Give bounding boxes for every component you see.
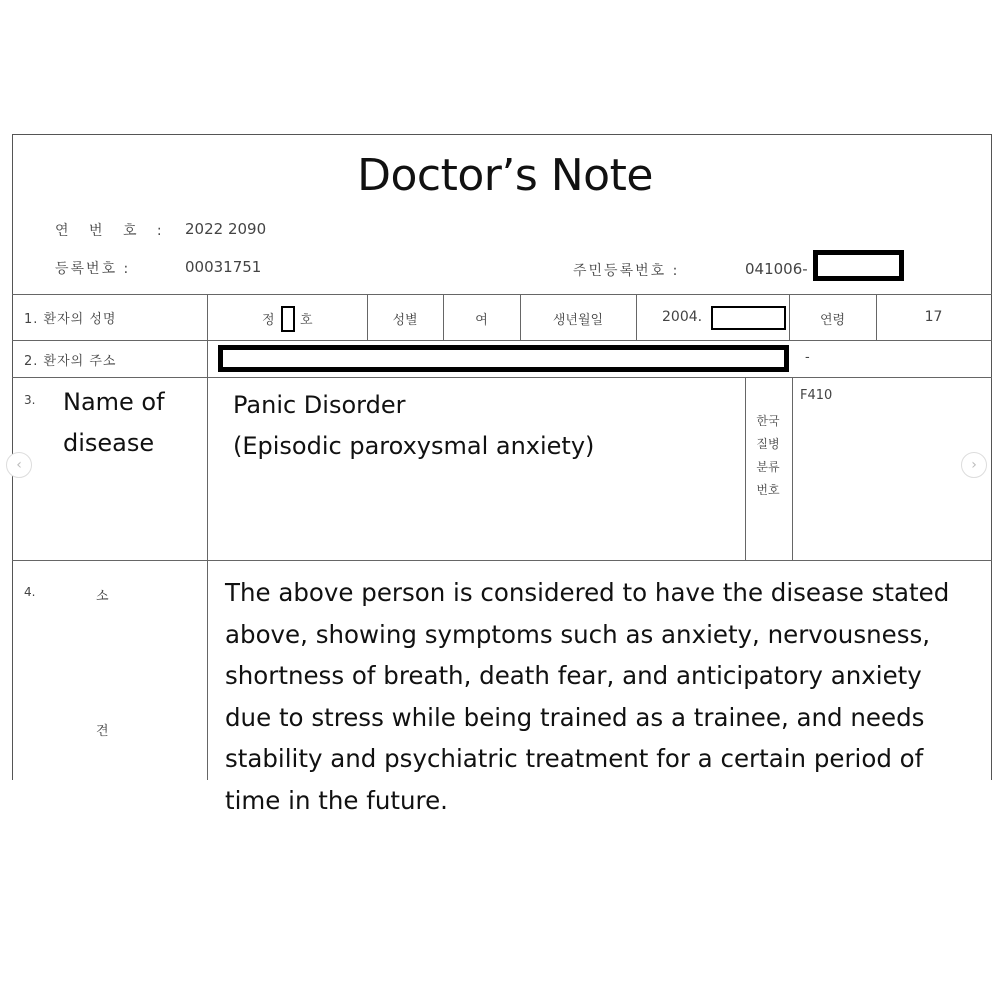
opinion-line: stability and psychiatric treatment for a certain period of [225,744,924,773]
frame-top-border [12,134,992,135]
address-dash: - [805,350,810,365]
serial-number-value: 2022 2090 [185,220,267,238]
dob-redaction-box [711,306,786,330]
korean-classification-label [748,410,788,502]
resident-registration-label: 주민등록번호 : [573,263,680,279]
registration-number-label: 등록번호 : [55,261,131,277]
serial-number-label: 연 번 호 : [55,223,170,239]
patient-name-part2: 호 [300,313,313,328]
age-label: 연령 [819,313,846,328]
table-line-label-column [207,294,208,780]
disease-row-number: 3. [24,393,36,407]
table-line-row3 [12,560,992,561]
table-line-classification-right [792,377,793,560]
dob-label: 생년월일 [552,313,604,328]
opinion-line: The above person is considered to have the disease stated [225,578,950,607]
table-line-row2 [12,377,992,378]
table-line-row1 [12,340,992,341]
opinion-row-number: 4. [24,585,36,599]
chevron-left-icon: ‹ [16,457,22,473]
disease-name-line2: (Episodic paroxysmal anxiety) [233,432,595,460]
classification-char: 한국 [756,414,780,428]
opinion-label-char1: 소 [96,589,109,604]
table-line-top [12,294,992,295]
name-redaction-box [281,306,295,332]
table-line-classification-left [745,377,746,560]
table-line-dob-value [636,294,637,340]
address-redaction-box [218,345,789,372]
disease-label-line2: disease [63,429,155,457]
opinion-line: time in the future. [225,785,448,815]
prev-slide-button[interactable] [6,452,32,478]
sex-value: 여 [475,313,488,328]
opinion-line: due to stress while being trained as a trainee, and needs [225,702,925,732]
frame-right-border [991,134,992,780]
patient-name-part1: 정 [262,313,275,328]
resident-registration-value: 041006- [745,260,808,278]
next-slide-button[interactable] [961,452,987,478]
disease-code: F410 [800,388,833,403]
registration-number-value: 00031751 [185,258,262,276]
disease-name-line1: Panic Disorder [233,391,406,419]
medical-opinion-text [225,572,985,821]
rrn-redaction-box [813,250,904,281]
opinion-label-char2: 견 [96,724,109,739]
sex-label: 성별 [392,313,418,328]
patient-name-label: 1. 환자의 성명 [24,312,117,327]
patient-address-label: 2. 환자의 주소 [24,354,117,369]
document-title: Doctor’s Note [357,150,653,201]
opinion-line: above, showing symptoms such as anxiety, nervousness, [225,619,931,649]
disease-label-line1: Name of [63,388,165,416]
classification-char: 번호 [756,483,780,497]
age-value: 17 [924,309,943,325]
chevron-right-icon: › [971,457,977,473]
classification-char: 질병 [756,437,780,451]
opinion-line: shortness of breath, death fear, and anticipatory anxiety [225,661,922,690]
dob-value: 2004. [662,309,703,325]
classification-char: 분류 [756,460,780,474]
